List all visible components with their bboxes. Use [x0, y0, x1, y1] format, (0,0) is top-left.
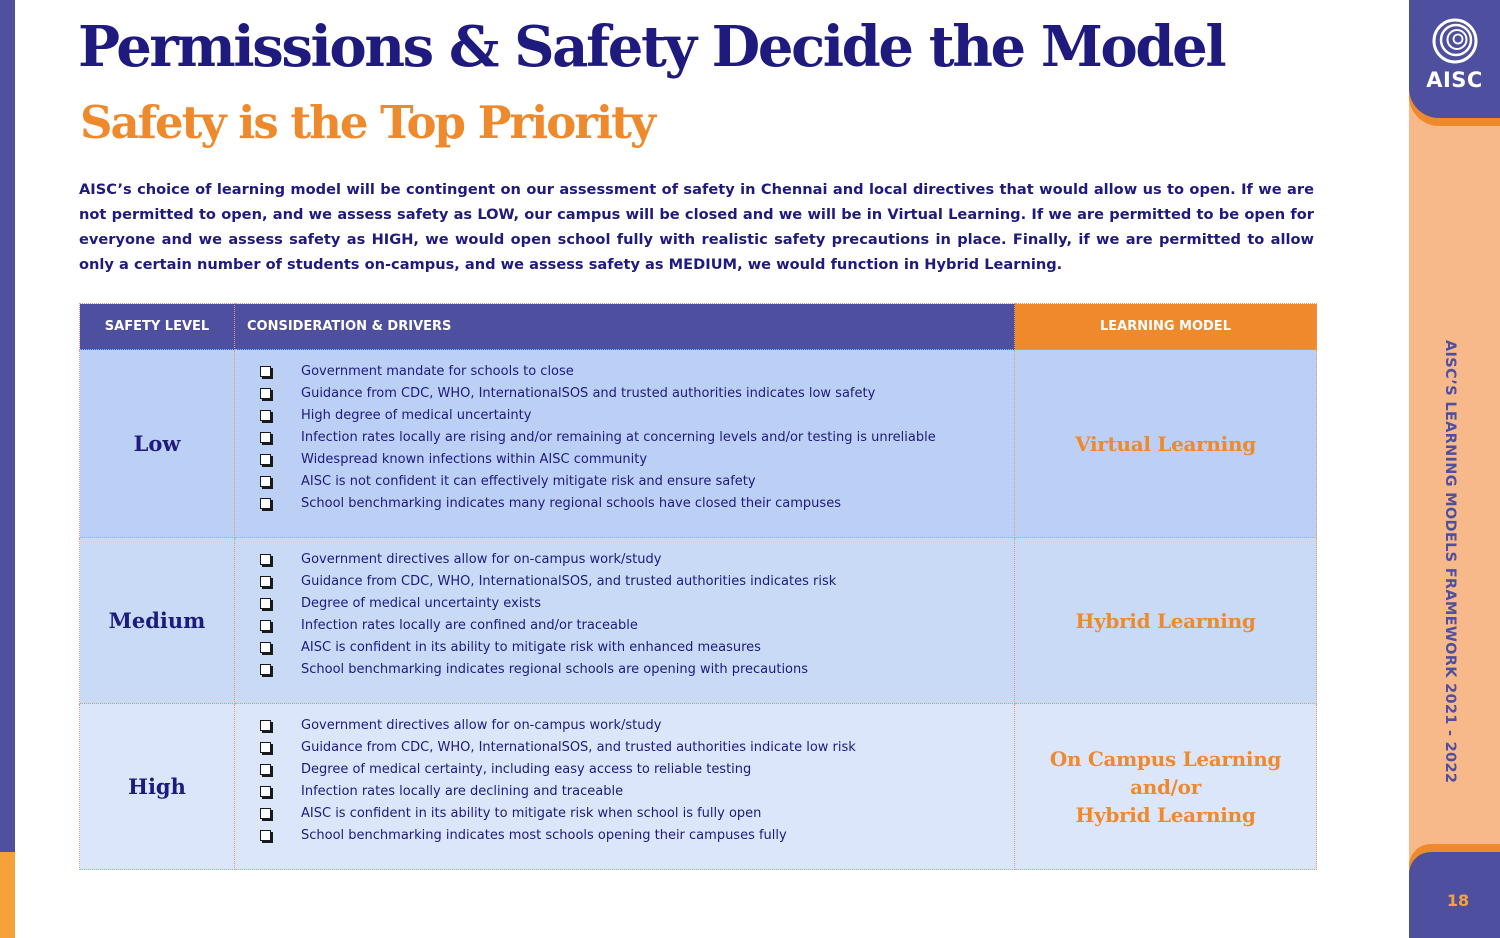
checkbox-bullet-icon — [260, 476, 271, 487]
checkbox-bullet-icon — [260, 764, 271, 775]
checkbox-bullet-icon — [260, 410, 271, 421]
learning-model-cell — [1015, 704, 1317, 870]
checkbox-bullet-icon — [260, 432, 271, 443]
driver-text: AISC is confident in its ability to mitigate risk with enhanced measures — [301, 640, 761, 655]
list-item — [235, 493, 1014, 515]
list-item — [235, 637, 1014, 659]
driver-list — [235, 361, 1014, 515]
safety-level-cell: Low — [80, 350, 235, 538]
list-item — [235, 737, 1014, 759]
checkbox-bullet-icon — [260, 786, 271, 797]
checkbox-bullet-icon — [260, 642, 271, 653]
driver-text: Infection rates locally are confined and/or traceable — [301, 618, 638, 633]
list-item — [235, 427, 1014, 449]
list-item — [235, 571, 1014, 593]
checkbox-bullet-icon — [260, 576, 271, 587]
checkbox-bullet-icon — [260, 830, 271, 841]
checkbox-bullet-icon — [260, 742, 271, 753]
list-item — [235, 449, 1014, 471]
list-item — [235, 383, 1014, 405]
list-item — [235, 781, 1014, 803]
safety-level-cell: High — [80, 704, 235, 870]
learning-model-line: and/or — [1130, 774, 1201, 799]
table-row — [80, 538, 1317, 704]
driver-text: AISC is confident in its ability to mitigate risk when school is fully open — [301, 806, 762, 821]
list-item — [235, 549, 1014, 571]
list-item — [235, 471, 1014, 493]
learning-model-line: On Campus Learning — [1049, 746, 1282, 771]
page-subtitle: Safety is the Top Priority — [80, 96, 655, 149]
left-accent-bar — [0, 0, 15, 852]
driver-text: School benchmarking indicates many regional schools have closed their campuses — [301, 496, 841, 511]
checkbox-bullet-icon — [260, 720, 271, 731]
driver-list — [235, 715, 1014, 847]
table-header-row — [80, 304, 1317, 350]
left-accent-bar-bottom — [0, 852, 15, 938]
header-learning-model: LEARNING MODEL — [1015, 304, 1317, 350]
driver-list — [235, 549, 1014, 681]
drivers-cell — [235, 704, 1015, 870]
driver-text: School benchmarking indicates regional schools are opening with precautions — [301, 662, 809, 677]
checkbox-bullet-icon — [260, 388, 271, 399]
checkbox-bullet-icon — [260, 554, 271, 565]
learning-model-line: Virtual Learning — [1075, 431, 1256, 456]
driver-text: Guidance from CDC, WHO, InternationalSOS and trusted authorities indicates low safety — [301, 386, 876, 401]
list-item — [235, 593, 1014, 615]
driver-text: Guidance from CDC, WHO, InternationalSOS, and trusted authorities indicate low risk — [301, 740, 856, 755]
list-item — [235, 825, 1014, 847]
learning-model-line: Hybrid Learning — [1075, 802, 1256, 827]
header-consideration-drivers: CONSIDERATION & DRIVERS — [235, 304, 1015, 350]
driver-text: AISC is not confident it can effectively mitigate risk and ensure safety — [301, 474, 756, 489]
driver-text: Widespread known infections within AISC community — [301, 452, 648, 467]
page-number: 18 — [1446, 891, 1470, 910]
checkbox-bullet-icon — [260, 454, 271, 465]
list-item — [235, 759, 1014, 781]
list-item — [235, 361, 1014, 383]
list-item — [235, 715, 1014, 737]
brand-logo-text: AISC — [1426, 68, 1483, 92]
side-document-title: AISC’S LEARNING MODELS FRAMEWORK 2021 - 2022 — [1442, 340, 1458, 784]
list-item — [235, 405, 1014, 427]
checkbox-bullet-icon — [260, 498, 271, 509]
table-row — [80, 704, 1317, 870]
list-item — [235, 803, 1014, 825]
driver-text: Infection rates locally are declining and traceable — [301, 784, 624, 799]
list-item — [235, 659, 1014, 681]
checkbox-bullet-icon — [260, 620, 271, 631]
driver-text: Infection rates locally are rising and/or remaining at concerning levels and/or testing is unreliable — [301, 430, 936, 445]
table-row — [80, 350, 1317, 538]
safety-level-cell: Medium — [80, 538, 235, 704]
checkbox-bullet-icon — [260, 664, 271, 675]
drivers-cell — [235, 538, 1015, 704]
driver-text: Government directives allow for on-campus work/study — [301, 718, 662, 733]
header-safety-level: SAFETY LEVEL — [80, 304, 235, 350]
driver-text: School benchmarking indicates most schools opening their campuses fully — [301, 828, 787, 843]
list-item — [235, 615, 1014, 637]
checkbox-bullet-icon — [260, 598, 271, 609]
learning-model-line: Hybrid Learning — [1075, 608, 1256, 633]
learning-model-cell — [1015, 538, 1317, 704]
driver-text: Government mandate for schools to close — [301, 364, 574, 379]
driver-text: Degree of medical uncertainty exists — [301, 596, 542, 611]
safety-framework-table — [79, 303, 1317, 870]
driver-text: Guidance from CDC, WHO, InternationalSOS, and trusted authorities indicates risk — [301, 574, 837, 589]
intro-paragraph: AISC’s choice of learning model will be contingent on our assessment of safety in Chennai and local directives that would allow us to open. If we are not permitted to open, and we assess safety as LOW, our campus will be closed and we will be in Virtual Learning. If we are permitted to be open for everyone and we assess safety as HIGH, we would open school fully with realistic safety precautions in place. Finally, if we are permitted to allow only a certain number of students on-campus, and we assess safety as MEDIUM, we would function in Hybrid Learning. — [79, 181, 1314, 273]
checkbox-bullet-icon — [260, 366, 271, 377]
checkbox-bullet-icon — [260, 808, 271, 819]
aisc-swirl-icon — [1432, 18, 1478, 64]
learning-model-cell — [1015, 350, 1317, 538]
driver-text: Degree of medical certainty, including easy access to reliable testing — [301, 762, 752, 777]
driver-text: Government directives allow for on-campus work/study — [301, 552, 662, 567]
drivers-cell — [235, 350, 1015, 538]
page-title: Permissions & Safety Decide the Model — [78, 14, 1225, 80]
driver-text: High degree of medical uncertainty — [301, 408, 532, 423]
